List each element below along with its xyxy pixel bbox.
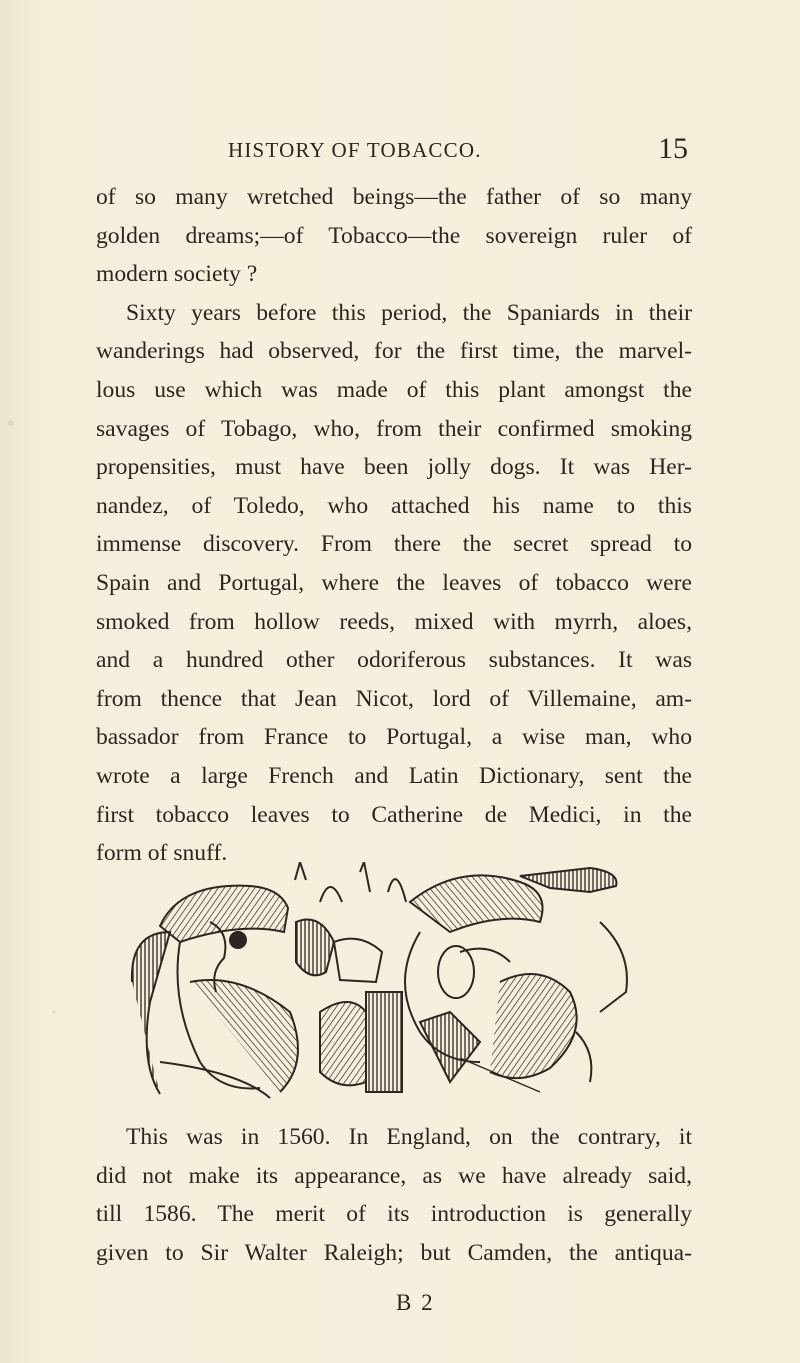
text-block-lower <box>96 1118 692 1272</box>
text-line: Spain and Portugal, where the leaves of tobacco were <box>96 569 692 596</box>
running-title: HISTORY OF TOBACCO. <box>228 138 482 162</box>
page-number: 15 <box>658 132 688 165</box>
text-line: savages of Tobago, who, from their confirmed smoking <box>96 415 692 442</box>
engraving-grotesque-faces-icon <box>120 862 636 1102</box>
page-header <box>96 132 688 172</box>
text-line: This was in 1560. In England, on the contrary, it <box>126 1124 692 1150</box>
text-line: immense discovery. From there the secret spread to <box>96 531 692 558</box>
text-line: wrote a large French and Latin Dictionary, sent the <box>96 762 692 789</box>
text-line: bassador from France to Portugal, a wise man, who <box>96 724 692 751</box>
text-line: smoked from hollow reeds, mixed with myrrh, aloes, <box>96 608 692 635</box>
paper-blemish <box>52 1010 56 1014</box>
text-line: did not make its appearance, as we have already said, <box>96 1162 692 1189</box>
text-line: golden dreams;—of Tobacco—the sovereign ruler of <box>96 222 692 249</box>
text-line: propensities, must have been jolly dogs. It was Her- <box>96 454 692 481</box>
text-line: form of snuff. <box>96 840 228 867</box>
text-line: given to Sir Walter Raleigh; but Camden, the antiqua- <box>96 1239 692 1266</box>
text-line: till 1586. The merit of its introduction is generally <box>96 1201 692 1228</box>
text-line: lous use which was made of this plant amongst the <box>96 376 692 403</box>
text-line: from thence that Jean Nicot, lord of Villemaine, am- <box>96 685 692 712</box>
text-line: of so many wretched beings—the father of so many <box>96 184 692 210</box>
text-line: wanderings had observed, for the first time, the marvel- <box>96 338 692 365</box>
text-line: modern society ? <box>96 261 258 288</box>
text-line: nandez, of Toledo, who attached his name to this <box>96 492 692 519</box>
text-line: Sixty years before this period, the Spaniards in their <box>126 299 692 326</box>
text-block-upper <box>96 178 692 873</box>
text-line: and a hundred other odoriferous substances. It was <box>96 647 692 674</box>
paper-blemish <box>8 420 14 426</box>
signature-mark: B 2 <box>396 1290 435 1315</box>
text-line: first tobacco leaves to Catherine de Medici, in the <box>96 801 692 828</box>
